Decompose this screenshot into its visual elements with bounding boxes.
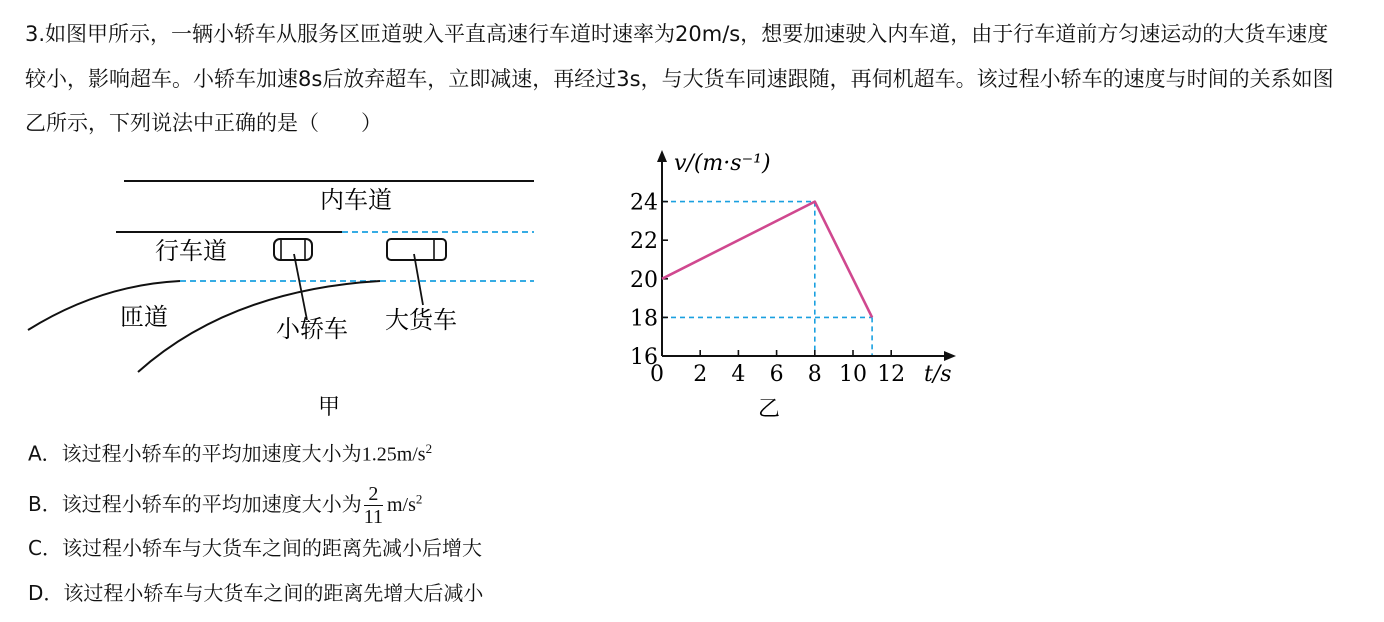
question-line-1: 3.如图甲所示，一辆小轿车从服务区匝道驶入平直高速行车道时速率为20m/s，想要加速驶入内车道，由于行车道前方匀速运动的大货车速度 — [25, 22, 1329, 46]
fraction-denominator: 11 — [363, 506, 383, 528]
x-tick-label-4: 8 — [807, 362, 822, 387]
road-diagram — [0, 150, 560, 430]
x-tick-label-5: 10 — [839, 362, 867, 387]
x-tick-label-2: 4 — [731, 362, 746, 387]
truck-icon — [387, 239, 446, 260]
label-ramp: 匝道 — [120, 303, 168, 331]
velocity-line-0 — [662, 202, 872, 318]
label-car: 小轿车 — [276, 315, 348, 343]
y-tick-label-1: 18 — [630, 306, 658, 332]
option-a-value: 1.25m/s — [361, 443, 426, 466]
y-tick-label-3: 22 — [630, 229, 658, 255]
option-b-text: B．该过程小轿车的平均加速度大小为 — [28, 492, 362, 516]
car-icon — [274, 239, 312, 260]
x-tick-label-0: 0 — [650, 362, 664, 387]
x-axis-label: t/s — [924, 362, 952, 387]
option-c[interactable]: C．该过程小轿车与大货车之间的距离先减小后增大 — [28, 536, 482, 560]
truck-pointer — [414, 254, 423, 305]
car-pointer — [294, 254, 307, 320]
option-b[interactable] — [28, 483, 422, 528]
vt-chart — [600, 140, 980, 430]
x-tick-label-6: 12 — [877, 362, 906, 387]
option-b-fraction — [364, 483, 383, 528]
y-tick-label-2: 20 — [630, 267, 658, 293]
option-a[interactable] — [28, 435, 432, 469]
y-axis-arrow — [657, 150, 667, 162]
x-axis-arrow — [944, 351, 956, 361]
question-line-3: 乙所示，下列说法中正确的是（ ） — [25, 111, 382, 135]
option-d[interactable]: D．该过程小轿车与大货车之间的距离先增大后减小 — [28, 581, 484, 605]
y-tick-label-0: 16 — [630, 345, 658, 370]
label-truck: 大货车 — [385, 306, 457, 334]
fraction-numerator: 2 — [364, 483, 383, 506]
option-b-unit: m/s — [387, 494, 416, 516]
y-tick-label-4: 24 — [630, 190, 658, 216]
caption-jia: 甲 — [318, 395, 341, 420]
option-a-text: A．该过程小轿车的平均加速度大小为 — [28, 441, 362, 466]
x-tick-label-1: 2 — [693, 362, 708, 387]
label-inner-lane: 内车道 — [320, 186, 392, 214]
label-lane: 行车道 — [155, 237, 227, 265]
question-line-2: 较小，影响超车。小轿车加速8s后放弃超车，立即减速，再经过3s，与大货车同速跟随，再伺机超车。该过程小轿车的速度与时间的关系如图 — [25, 67, 1334, 91]
y-axis-label: v/(m·s⁻¹) — [674, 151, 771, 176]
x-tick-label-3: 6 — [769, 362, 784, 387]
caption-yi: 乙 — [758, 397, 781, 422]
option-a-exponent: 2 — [425, 441, 433, 456]
option-b-exponent: 2 — [415, 491, 423, 507]
